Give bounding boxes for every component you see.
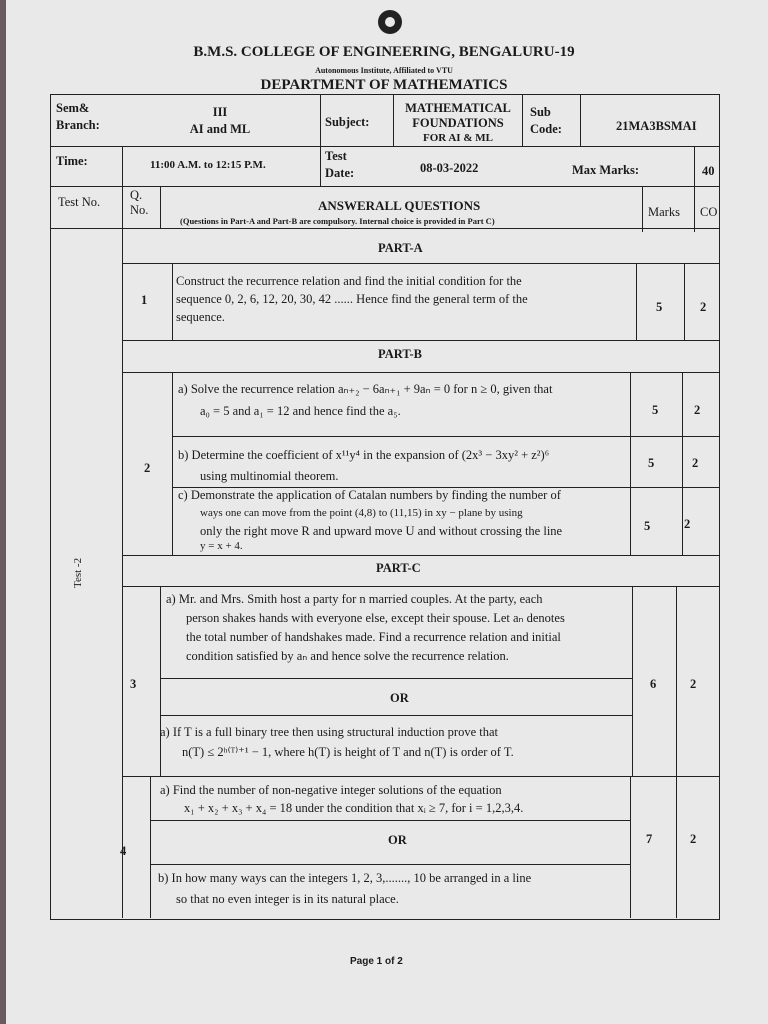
sem-branch-label: Sem& Branch: <box>56 101 100 132</box>
college-name: B.M.S. COLLEGE OF ENGINEERING, BENGALURU-19 <box>193 44 575 60</box>
q2-number: 2 <box>144 461 151 475</box>
department-name: DEPARTMENT OF MATHEMATICS <box>260 77 508 93</box>
affiliation: Autonomous Institute, Affiliated to VTU <box>315 66 453 75</box>
q4a-text-2: x₁ + x₂ + x₃ + x₄ = 18 under the condition that xᵢ ≥ 7, for i = 1,2,3,4. <box>184 801 524 815</box>
page-number: Page 1 of 2 <box>350 956 403 967</box>
co-header: CO <box>700 205 718 219</box>
marks-header: Marks <box>648 205 680 219</box>
q1-text-3: sequence. <box>176 310 225 324</box>
test-number-label: Test -2 <box>72 557 84 588</box>
test-date-label: Test Date: <box>325 149 355 180</box>
q1-number: 1 <box>141 293 148 307</box>
q3a-text-1: a) Mr. and Mrs. Smith host a party for n married couples. At the party, each <box>166 592 543 606</box>
q2b-text-1: b) Determine the coefficient of x¹¹y⁴ in the expansion of (2x³ − 3xy² + z²)⁶ <box>178 448 550 462</box>
q2c-co: 2 <box>684 517 691 531</box>
q3a-text-4: condition satisfied by aₙ and hence solve the recurrence relation. <box>186 649 509 663</box>
subject-line2: FOUNDATIONS <box>412 116 504 130</box>
q3a-text-2: person shakes hands with everyone else, except their spouse. Let aₙ denotes <box>186 611 565 625</box>
q2c-text-4: y = x + 4. <box>200 540 243 552</box>
q2a-co: 2 <box>694 403 701 417</box>
q3-co: 2 <box>690 677 697 691</box>
test-date: 08-03-2022 <box>420 161 479 175</box>
q3-or: OR <box>390 691 409 705</box>
test-no-header: Test No. <box>58 195 101 209</box>
q1-marks: 5 <box>656 300 663 314</box>
part-a-title: PART-A <box>378 241 423 255</box>
q4-number: 4 <box>120 844 127 858</box>
q-no-header: Q. No. <box>130 188 149 217</box>
q1-text-2: sequence 0, 2, 6, 12, 20, 30, 42 ...... Hence find the general term of the <box>176 292 528 306</box>
exam-time: 11:00 A.M. to 12:15 P.M. <box>150 159 266 171</box>
q4a-text-1: a) Find the number of non-negative integer solutions of the equation <box>160 783 502 797</box>
subject-label: Subject: <box>325 115 370 129</box>
q3-marks: 6 <box>650 677 657 691</box>
q4-co: 2 <box>690 832 697 846</box>
q2c-marks: 5 <box>644 519 651 533</box>
sub-code: 21MA3BSMAI <box>616 119 697 133</box>
q2b-text-2: using multinomial theorem. <box>200 469 339 483</box>
q2c-text-3: only the right move R and upward move U and without crossing the line <box>200 524 563 538</box>
college-logo-icon <box>378 10 402 34</box>
q2b-marks: 5 <box>648 456 655 470</box>
q3b-text-2: n(T) ≤ 2ʰ⁽ᵀ⁾⁺¹ − 1, where h(T) is height of T and n(T) is order of T. <box>182 745 514 759</box>
subject-line1: MATHEMATICAL <box>405 101 511 115</box>
subject-line3: FOR AI & ML <box>423 132 493 144</box>
q2a-text-1: a) Solve the recurrence relation aₙ₊₂ − 6aₙ₊₁ + 9aₙ = 0 for n ≥ 0, given that <box>178 382 553 396</box>
part-c-title: PART-C <box>376 561 421 575</box>
max-marks-label: Max Marks: <box>572 163 639 177</box>
q3b-text-1: a) If T is a full binary tree then using structural induction prove that <box>160 725 498 739</box>
branch: AI and ML <box>189 122 251 136</box>
q3a-text-3: the total number of handshakes made. Find a recurrence relation and initial <box>186 630 561 644</box>
q4b-text-2: so that no even integer is in its natural place. <box>176 892 399 906</box>
max-marks: 40 <box>702 164 715 178</box>
q2a-text-2: a₀ = 5 and a₁ = 12 and hence find the a₅. <box>200 404 401 418</box>
q4-marks: 7 <box>646 832 653 846</box>
sub-code-label: Sub Code: <box>530 105 562 136</box>
q1-co: 2 <box>700 300 707 314</box>
q2b-co: 2 <box>692 456 699 470</box>
q1-text-1: Construct the recurrence relation and find the initial condition for the <box>176 274 522 288</box>
q4-or: OR <box>388 833 407 847</box>
time-label: Time: <box>56 154 88 168</box>
q3-number: 3 <box>130 677 137 691</box>
instructions: (Questions in Part-A and Part-B are compulsory. Internal choice is provided in Part C) <box>180 216 495 226</box>
answer-all-heading: ANSWERALL QUESTIONS <box>318 198 481 213</box>
q2c-text-1: c) Demonstrate the application of Catalan numbers by finding the number of <box>178 488 561 502</box>
part-b-title: PART-B <box>378 347 423 361</box>
q2c-text-2: ways one can move from the point (4,8) to (11,15) in xy − plane by using <box>200 507 523 519</box>
q2a-marks: 5 <box>652 403 659 417</box>
q4b-text-1: b) In how many ways can the integers 1, 2, 3,......., 10 be arranged in a line <box>158 871 532 885</box>
semester: III <box>212 105 228 119</box>
